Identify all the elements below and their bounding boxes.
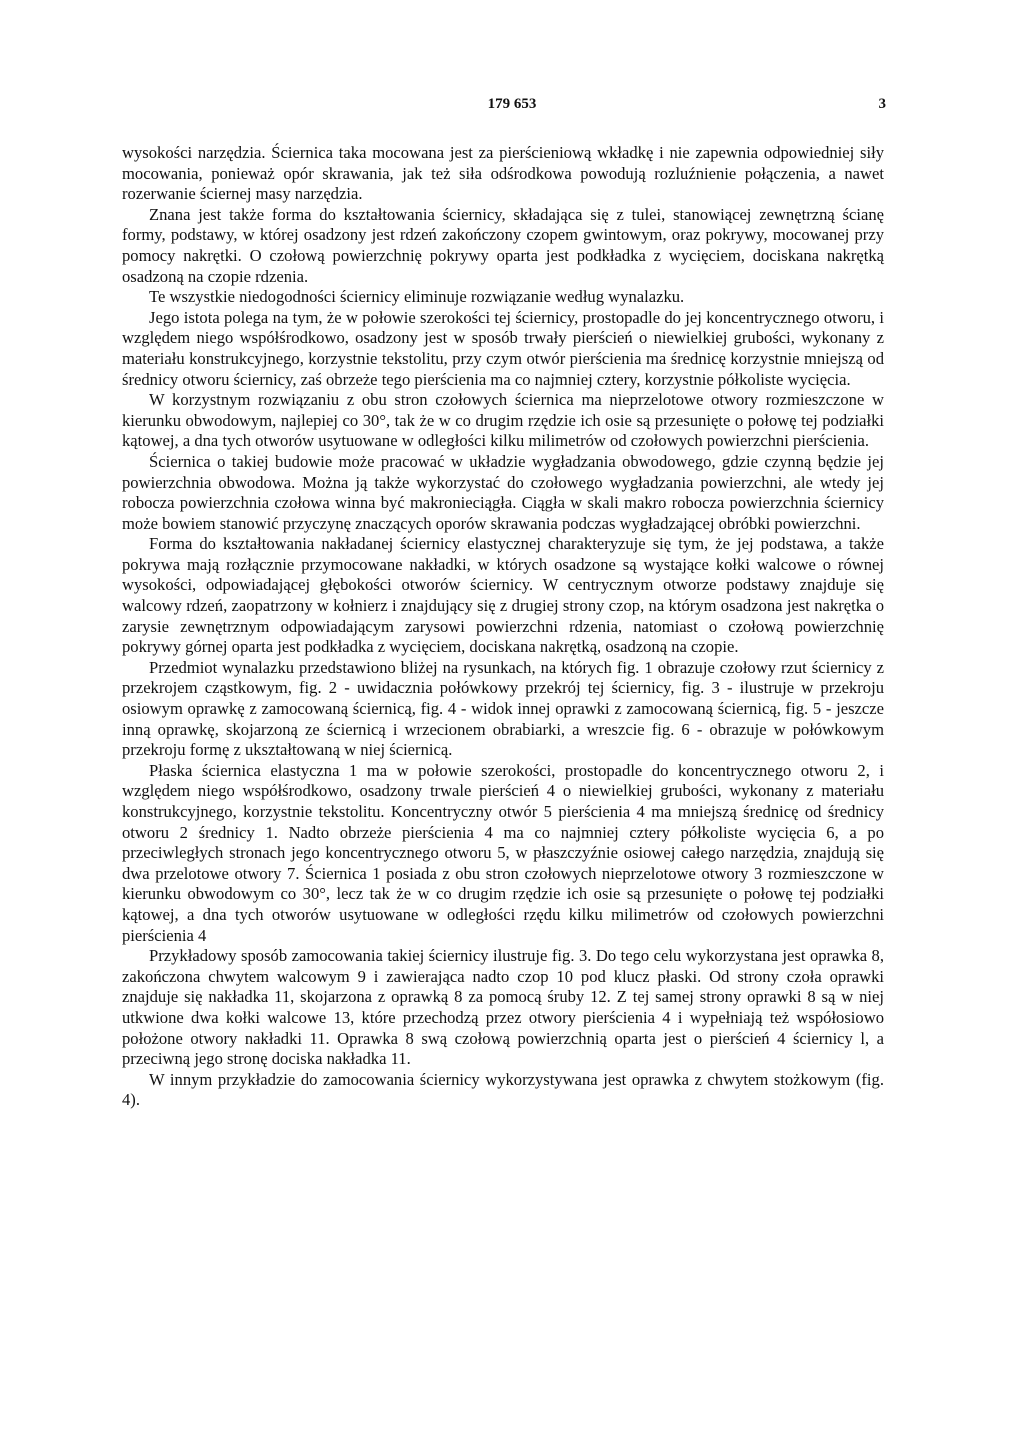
body-text [122, 143, 884, 1111]
page-header [0, 96, 1024, 120]
paragraph: W innym przykładzie do zamocowania ściernicy wykorzystywana jest oprawka z chwytem stożkowym (fig. 4). [122, 1069, 884, 1110]
document-number: 179 653 [487, 96, 537, 112]
paragraph: Przedmiot wynalazku przedstawiono bliżej na rysunkach, na których fig. 1 obrazuje czołowy rzut ściernicy z przekrojem cząstkowym, fig. 2 - uwidacznia połówkowy przekrój tej ściernicy, fig. 3 - ilustruje w przekroju osiowym oprawkę z zamocowaną ściernicą, fig. 4 - widok innej oprawki z zamocowaną ściernicą, fig. 5 - jeszcze inną oprawkę, skojarzoną ze ściernicą i wrzecionem obrabiarki, a wreszcie fig. 6 - obrazuje w połówkowym przekroju formę z ukształtowaną w niej ściernicą. [122, 657, 884, 760]
paragraph: W korzystnym rozwiązaniu z obu stron czołowych ściernica ma nieprzelotowe otwory rozmieszczone w kierunku obwodowym, najlepiej co 30°, tak że w co drugim rzędzie ich osie są przesunięte o połowę tej podziałki kątowej, a dna tych otworów usytuowane w odległości kilku milimetrów od czołowych powierzchni pierścienia. [122, 390, 884, 451]
paragraph: Jego istota polega na tym, że w połowie szerokości tej ściernicy, prostopadle do jej koncentrycznego otworu, i względem niego współśrodkowo, osadzony jest w sposób trwały pierścień o niewielkiej grubości, wykonany z materiału konstrukcyjnego, korzystnie tekstolitu, przy czym otwór pierścienia ma średnicę korzystnie mniejszą od średnicy otworu ściernicy, zaś obrzeże tego pierścienia ma co najmniej cztery, korzystnie półkoliste wycięcia. [122, 307, 884, 389]
paragraph: Przykładowy sposób zamocowania takiej ściernicy ilustruje fig. 3. Do tego celu wykorzystana jest oprawka 8, zakończona chwytem walcowym 9 i zawierająca nadto czop 10 pod klucz płaski. Od strony czoła oprawki znajduje się nakładka 11, skojarzona z oprawką 8 za pomocą śruby 12. Z tej samej strony oprawki 8 są w niej utkwione dwa kołki walcowe 13, które przechodzą przez otwory pierścienia 4 i wypełniają też współosiowo położone otwory nakładki 11. Oprawka 8 swą czołową powierzchnią oparta jest o pierścień 4 ściernicy l, a przeciwną jego stronę dociska nakładka 11. [122, 946, 884, 1069]
paragraph: Znana jest także forma do kształtowania ściernicy, składająca się z tulei, stanowiącej zewnętrzną ścianę formy, podstawy, w której osadzony jest rdzeń zakończony czopem gwintowym, oraz pokrywy, mocowanej przy pomocy nakrętki. O czołową powierzchnię pokrywy oparta jest podkładka z wycięciem, dociskana nakrętką osadzoną na czopie rdzenia. [122, 204, 884, 286]
paragraph: Forma do kształtowania nakładanej ściernicy elastycznej charakteryzuje się tym, że jej podstawa, a także pokrywa mają rozłącznie przymocowane nakładki, w których osadzone są wystające kołki walcowe o równej wysokości, odpowiadającej głębokości otworów ściernicy. W centrycznym otworze podstawy znajduje się walcowy rdzeń, zaopatrzony w kołnierz i znajdujący się z drugiej strony czop, na którym osadzona jest nakrętka o zarysie zewnętrznym odpowiadającym zarysowi powierzchni rdzenia, natomiast o czołową powierzchnię pokrywy górnej oparta jest podkładka z wycięciem, dociskana nakrętką, osadzoną na czopie. [122, 534, 884, 657]
paragraph: Te wszystkie niedogodności ściernicy eliminuje rozwiązanie według wynalazku. [149, 287, 685, 307]
paragraph: Ściernica o takiej budowie może pracować w układzie wygładzania obwodowego, gdzie czynną będzie jej powierzchnia obwodowa. Można ją także wykorzystać do czołowego wygładzania powierzchni, ale wtedy jej robocza powierzchnia czołowa winna być makronieciągła. Ciągła w skali makro robocza powierzchnia ściernicy może bowiem stanowić przyczynę znaczących oporów skrawania podczas wygładzającej obróbki powierzchni. [122, 451, 884, 533]
paragraph: wysokości narzędzia. Ściernica taka mocowana jest za pierścieniową wkładkę i nie zapewnia odpowiedniej siły mocowania, ponieważ opór skrawania, jak też siła odśrodkowa powodują rozluźnienie połączenia, a nawet rozerwanie ściernej masy narzędzia. [122, 143, 884, 204]
page-number: 3 [878, 96, 886, 112]
paragraph: Płaska ściernica elastyczna 1 ma w połowie szerokości, prostopadle do koncentrycznego otworu 2, i względem niego współśrodkowo, osadzony trwale pierścień 4 o niewielkiej grubości, wykonany z materiału konstrukcyjnego, korzystnie tekstolitu. Koncentryczny otwór 5 pierścienia 4 ma mniejszą średnicę od średnicy otworu 2 średnicy 1. Nadto obrzeże pierścienia 4 ma co najmniej cztery półkoliste wycięcia 6, a po przeciwległych stronach jego koncentrycznego otworu 5, w płaszczyźnie osiowej całego narzędzia, znajdują się dwa przelotowe otwory 7. Ściernica 1 posiada z obu stron czołowych nieprzelotowe otwory 3 rozmieszczone w kierunku obwodowym co 30°, lecz tak że w co drugim rzędzie ich osie są przesunięte o połowę tej podziałki kątowej, a dna tych otworów usytuowane w odległości rzędu kilku milimetrów od czołowych powierzchni pierścienia 4 [122, 760, 884, 945]
